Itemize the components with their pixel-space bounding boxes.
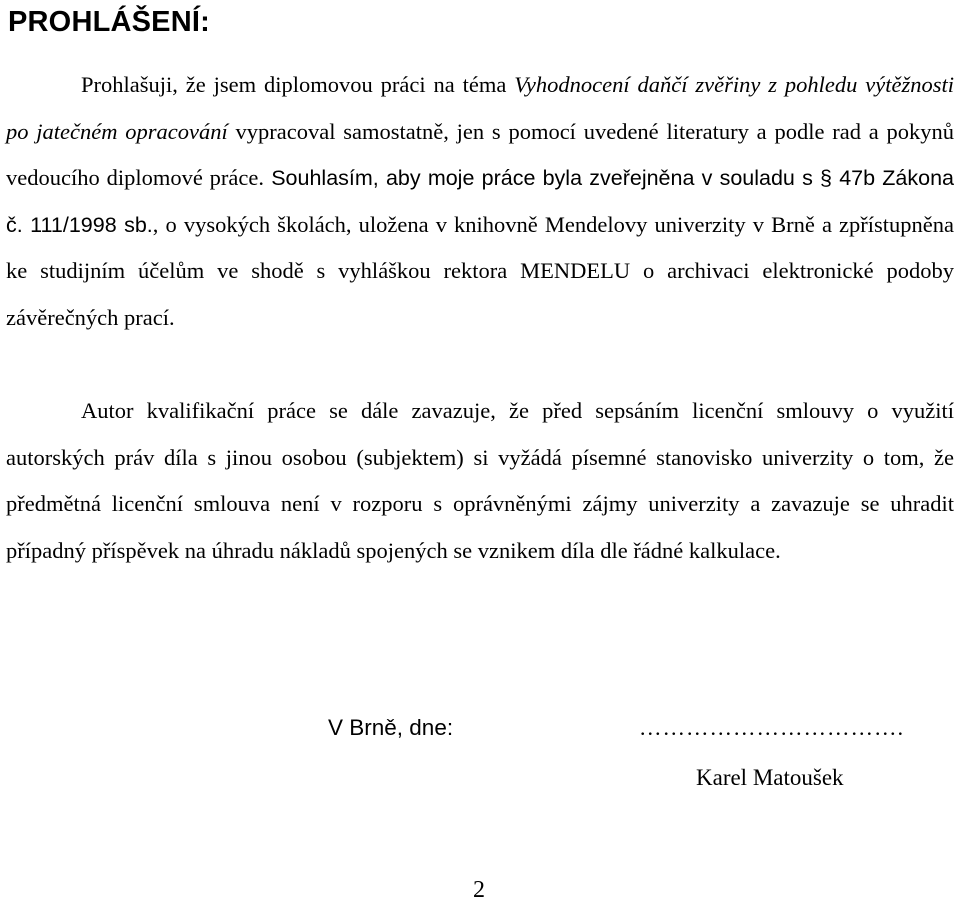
thesis-title: Vyhodnocení daňčí zvěřiny z pohledu výtěžnosti po jatečném opracování [6,72,955,144]
declaration-text-library: , o vysokých školách, uložena v knihovně Mendelovy univerzity v Brně a zpřístupněna ke studijním účelům ve shodě s vyhláškou rektora MENDELU o archivaci elektronické podoby závěrečných prací. [6,211,954,330]
license-text: Autor kvalifikační práce se dále zavazuje, že před sepsáním licenční smlouvy o využití autorských práv díla s jinou osobou (subjektem) si vyžádá písemné stanovisko univerzity o tom, že předmětná licenční smlouva není v rozporu s oprávněnými zájmy univerzity a zavazuje se uhradit případný příspěvek na úhradu nákladů spojených se vznikem díla dle řádné kalkulace. [6,398,954,563]
declaration-paragraph [6,62,954,341]
license-paragraph [6,388,954,574]
page-number: 2 [473,877,485,903]
author-name: Karel Matoušek [696,765,844,790]
declaration-text-independent: vypracoval samostatně, jen s pomocí uvedené literatury a podle rad a pokynů vedoucího diplomové práce. [6,118,954,190]
page-heading: PROHLÁŠENÍ: [8,6,210,38]
declaration-text-consent: Souhlasím, aby moje práce byla zveřejněna v souladu s § 47b Zákona č. 111/1998 sb. [6,166,954,237]
declaration-text-intro: Prohlašuji, že jsem diplomovou práci na téma [81,72,515,97]
place-date-label: V Brně, dne: [328,715,454,740]
signature-line: ……………………………. [639,715,905,740]
